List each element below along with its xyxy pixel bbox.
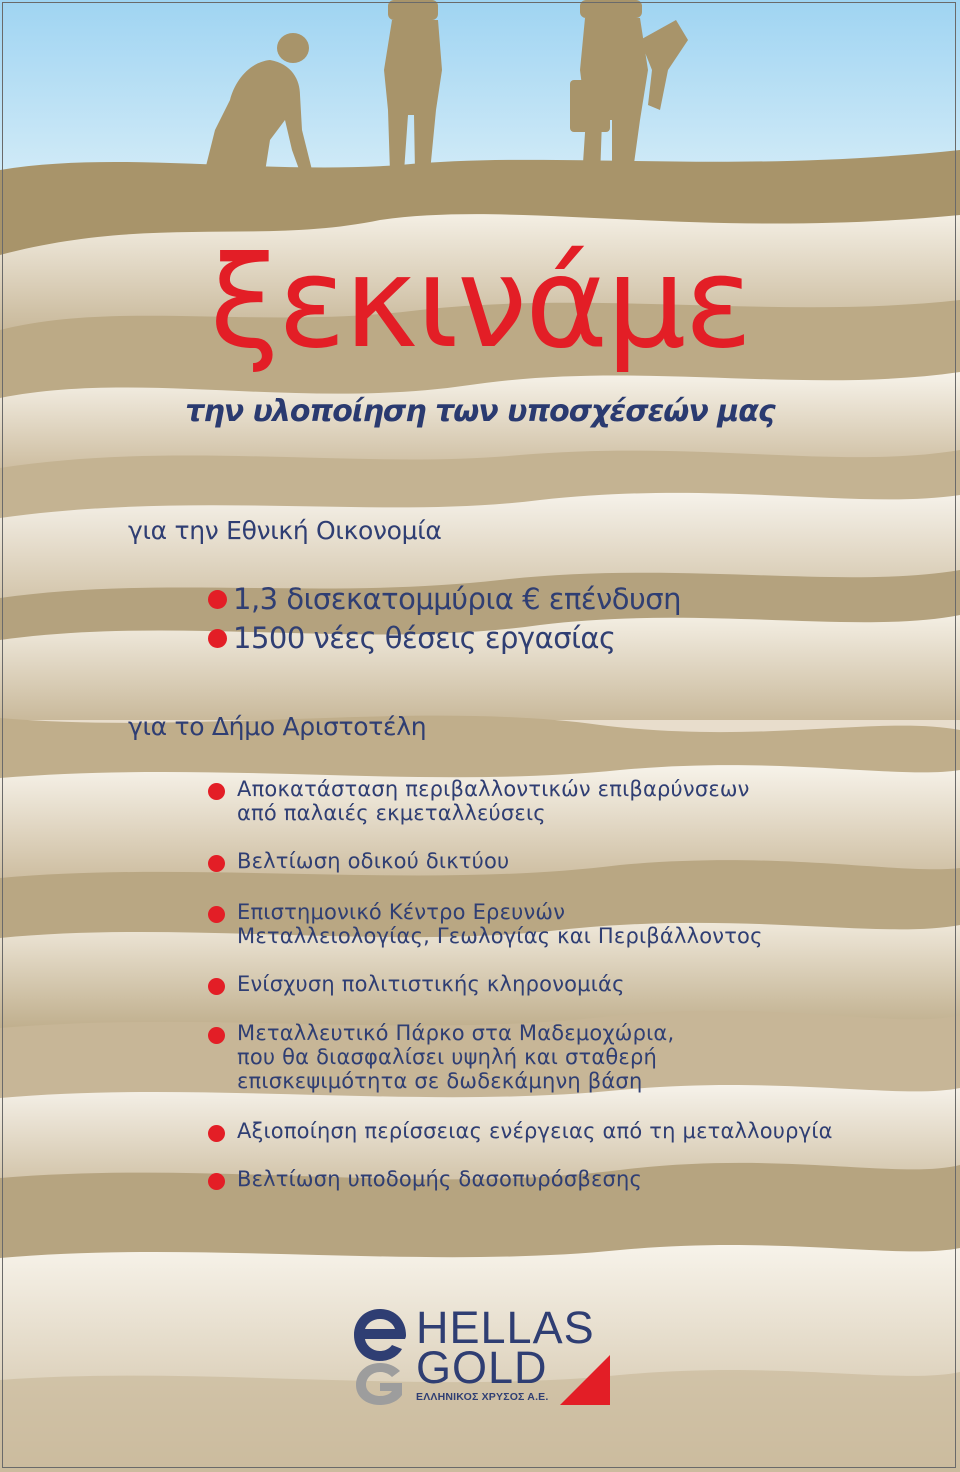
eg-monogram-icon	[350, 1305, 410, 1405]
section-heading-economy: για την Εθνική Οικονομία	[128, 516, 442, 545]
list-item-text: Βελτίωση υποδομής δασοπυρόσβεσης	[237, 1167, 643, 1191]
bullet-icon	[208, 629, 227, 648]
subheadline: την υλοποίηση των υποσχέσεών μας	[185, 394, 775, 429]
list-item-text: Αξιοποίηση περίσσειας ενέργειας από τη μεταλλουργία	[237, 1119, 833, 1143]
bullet-icon	[208, 1027, 225, 1044]
company-logo	[350, 1302, 610, 1405]
bullet-icon	[208, 906, 225, 923]
bullet-icon	[208, 590, 227, 609]
list-item-text: Επιστημονικό Κέντρο Ερευνών	[237, 900, 566, 924]
list-item-text: 1500 νέες θέσεις εργασίας	[233, 621, 616, 655]
headline: ξεκινάμε	[209, 229, 751, 376]
list-item	[208, 1167, 642, 1191]
list-item	[208, 1021, 674, 1093]
list-item	[208, 972, 625, 996]
bullet-icon	[208, 1173, 225, 1190]
list-item	[208, 777, 750, 825]
list-item	[208, 1119, 833, 1143]
list-item	[208, 849, 509, 873]
bullet-icon	[208, 1125, 225, 1142]
list-item	[208, 900, 763, 948]
bullet-icon	[208, 978, 225, 995]
list-item-text: 1,3 δισεκατομμύρια € επένδυση	[233, 582, 682, 616]
bullet-icon	[208, 783, 225, 800]
list-item-text: Αποκατάσταση περιβαλλοντικών επιβαρύνσεων	[237, 777, 750, 801]
section-heading-municipality: για το Δήμο Αριστοτέλη	[128, 712, 427, 741]
list-item-text: Μεταλλευτικό Πάρκο στα Μαδεμοχώρια,	[237, 1021, 675, 1045]
list-item-text: Ενίσχυση πολιτιστικής κληρονομιάς	[237, 972, 625, 996]
logo-line-hellas: HELLAS	[416, 1302, 595, 1353]
list-item	[208, 621, 616, 655]
logo-tagline: ΕΛΛΗΝΙΚΟΣ ΧΡΥΣΟΣ Α.Ε.	[416, 1391, 549, 1403]
red-triangle-icon	[560, 1355, 610, 1405]
list-item-text: Βελτίωση οδικού δικτύου	[237, 849, 510, 873]
list-item-text: από παλαιές εκμεταλλεύσεις	[237, 801, 546, 825]
list-item-text: επισκεψιμότητα σε δωδεκάμηνη βάση	[237, 1069, 643, 1093]
list-item-text: που θα διασφαλίσει υψηλή και σταθερή	[237, 1045, 658, 1069]
list-item-text: Μεταλλειολογίας, Γεωλογίας και Περιβάλλοντος	[237, 924, 763, 948]
list-item	[208, 582, 681, 616]
logo-line-gold: GOLD	[416, 1342, 548, 1393]
bullet-icon	[208, 855, 225, 872]
